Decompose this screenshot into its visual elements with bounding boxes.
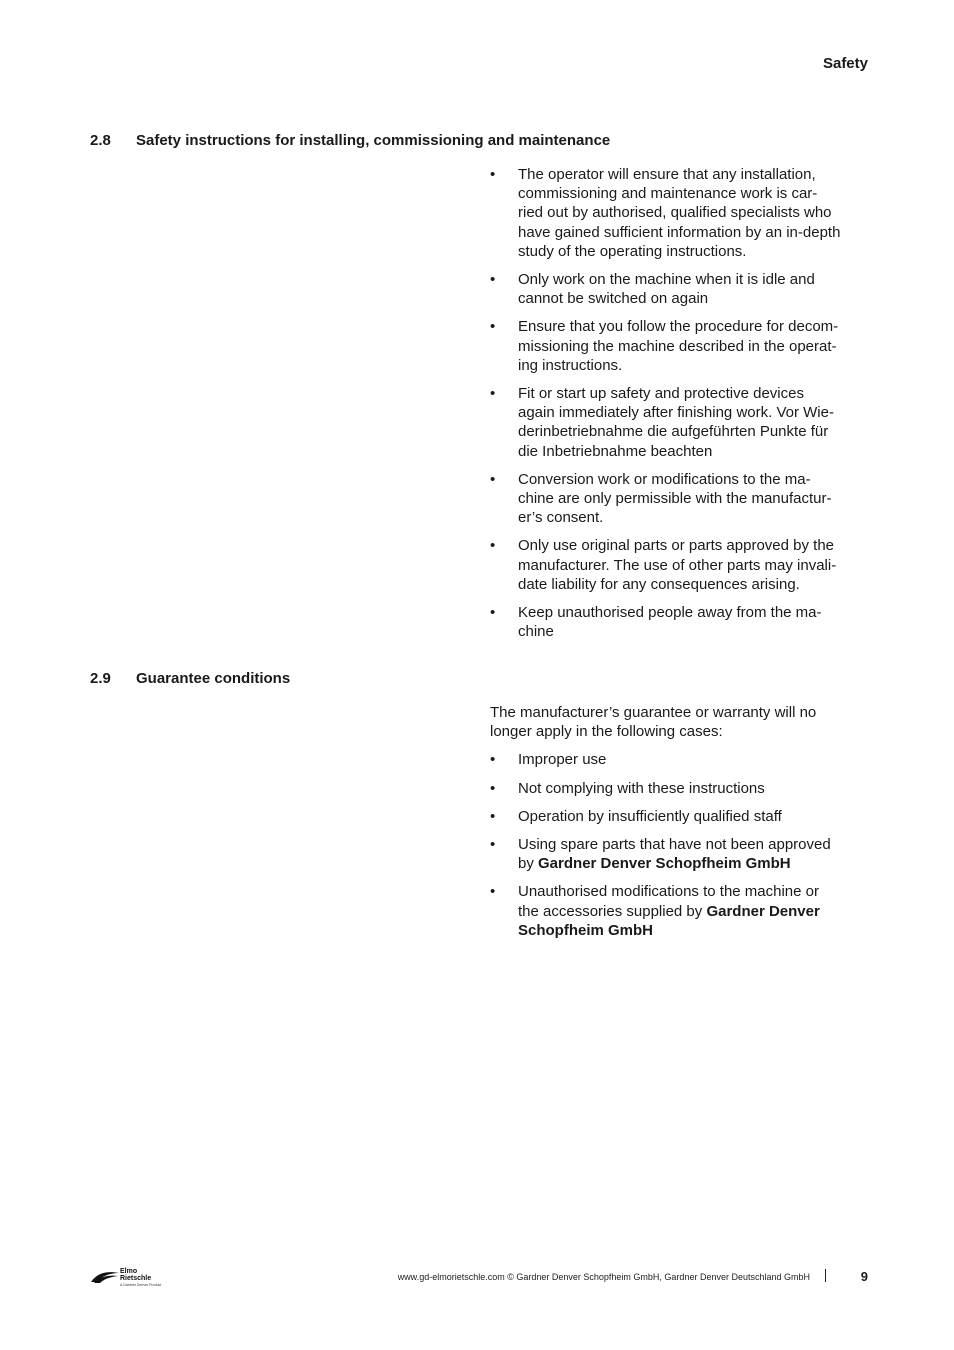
bullet-icon: • xyxy=(490,751,496,769)
bullet-icon: • xyxy=(490,883,496,901)
logo-wordmark xyxy=(120,1268,151,1282)
list-item: • Ensure that you follow the procedure for decom- missioning the machine described in the operat- ing instructions. xyxy=(490,318,839,374)
list-item: • Only use original parts or parts approved by the manufacturer. The use of other parts may invali- date liability for any consequences arising. xyxy=(490,537,837,593)
bullet-icon: • xyxy=(490,470,496,488)
list-item-text: Operation by insufficiently qualified staff xyxy=(518,807,782,825)
company-name: Gardner Denver Schopfheim GmbH xyxy=(518,902,820,939)
list-item xyxy=(490,779,870,798)
guarantee-intro: The manufacturer’s guarantee or warranty will no longer apply in the following cases: xyxy=(490,704,817,741)
logo-line-1: Elmo xyxy=(120,1268,138,1275)
bullet-icon: • xyxy=(490,318,496,336)
section-title: Guarantee conditions xyxy=(136,670,291,687)
logo-tagline: A Gardner Denver Product xyxy=(120,1283,162,1287)
page-number: 9 xyxy=(860,1269,868,1284)
list-item: • The operator will ensure that any installation, commissioning and maintenance work is car- ried out by authorised, qualified specialists who have gained sufficient information by an in-depth study of the operating instructions. xyxy=(490,166,841,260)
logo-line-2: Rietschle xyxy=(120,1275,152,1282)
list-item: • Keep unauthorised people away from the ma- chine xyxy=(490,604,822,641)
footer-copyright xyxy=(398,1272,810,1282)
guarantee-exclusions-list xyxy=(490,750,870,940)
safety-instructions-list xyxy=(490,165,870,641)
list-item xyxy=(490,807,870,826)
bullet-icon: • xyxy=(490,779,496,797)
bullet-icon: • xyxy=(490,385,496,403)
bullet-icon: • xyxy=(490,537,496,555)
list-item-text: Improper use xyxy=(518,751,607,769)
section-number: 2.9 xyxy=(90,670,111,687)
section-2-9-heading xyxy=(90,670,290,687)
page-footer xyxy=(90,1267,870,1291)
copyright-text: © Gardner Denver Schopfheim GmbH, Gardner Denver Deutschland GmbH xyxy=(504,1272,810,1282)
list-item-text: Not complying with these instructions xyxy=(518,779,765,797)
list-item: • Conversion work or modifications to the ma- chine are only permissible with the manufactur- er’s consent. xyxy=(490,470,832,527)
section-2-9-body xyxy=(490,703,870,949)
bullet-icon: • xyxy=(490,166,496,183)
elmo-rietschle-logo xyxy=(90,1267,170,1291)
section-2-8-body xyxy=(490,165,870,650)
bullet-icon: • xyxy=(490,271,496,289)
list-item: • Unauthorised modifications to the machine or the accessories supplied by Gardner Denver Schopfheim GmbH xyxy=(490,883,820,939)
bullet-icon: • xyxy=(490,807,496,825)
footer-url-link[interactable]: www.gd-elmorietschle.com xyxy=(397,1272,505,1282)
bullet-icon: • xyxy=(490,836,496,854)
list-item: • Using spare parts that have not been approved by Gardner Denver Schopfheim GmbH xyxy=(490,836,831,873)
section-title: Safety instructions for installing, commissioning and maintenance xyxy=(136,132,611,149)
section-number: 2.8 xyxy=(90,132,111,149)
list-item: • Only work on the machine when it is idle and cannot be switched on again xyxy=(490,271,815,308)
bullet-icon: • xyxy=(490,604,496,622)
company-name: Gardner Denver Schopfheim GmbH xyxy=(538,855,791,873)
list-item xyxy=(490,750,870,769)
swoosh-logo-icon xyxy=(90,1270,120,1284)
list-item: • Fit or start up safety and protective devices again immediately after finishing work. Vor Wie- derinbetriebnahme die aufgeführten Punkte für die Inbetriebnahme beachten xyxy=(490,385,834,460)
page-header-title: Safety xyxy=(822,55,868,72)
section-2-8-heading xyxy=(90,132,610,149)
footer-divider xyxy=(825,1269,826,1282)
